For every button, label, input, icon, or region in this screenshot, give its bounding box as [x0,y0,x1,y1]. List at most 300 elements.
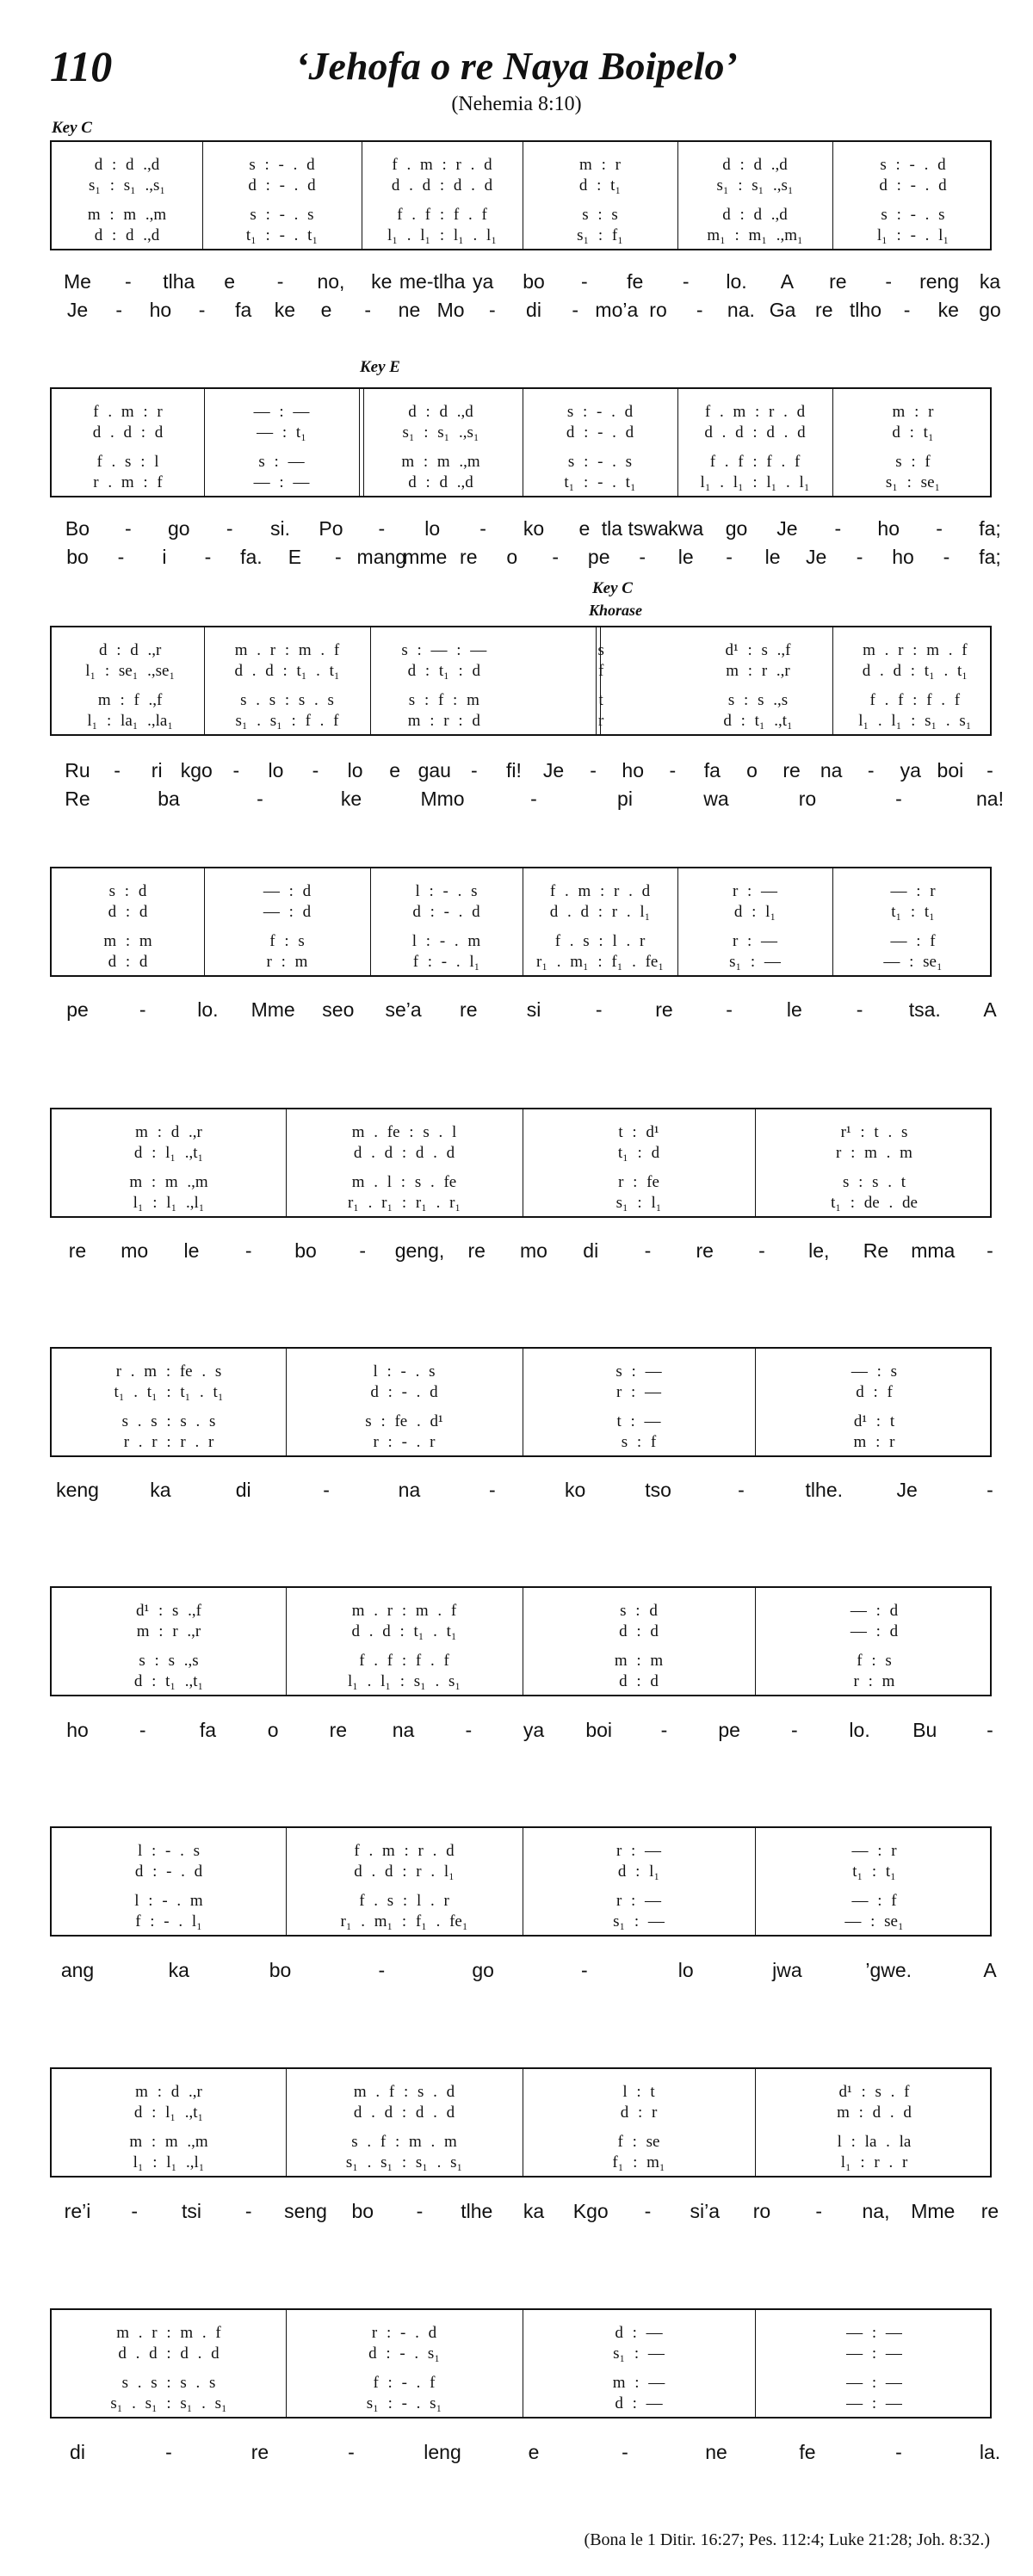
lyric-syllable: tlho [849,299,881,321]
solfa-note: — : — [253,403,310,421]
lyric-syllable: - [530,788,537,810]
lyric-syllable: na [398,1479,421,1501]
solfa-note: — : se₁ [844,1912,904,1930]
key-label-c: Key C [592,579,633,597]
solfa-note: r : - . r [373,1433,436,1451]
solfa-note: d : d .,d [722,156,788,174]
lyric-syllable: bo [523,270,545,293]
solfa-note: s : - . s [567,453,633,471]
solfa-note: — : — [846,2344,902,2363]
solfa-note: r : m . m [836,1144,912,1162]
solfa-note: s₁ : s₁ .,s₁ [716,176,794,195]
solfa-note: f : se [617,2133,660,2151]
lyric-syllable: mma [911,1239,956,1262]
lyric-syllable: - [669,759,677,781]
lyric-syllable: lo [268,759,284,781]
lyric-line [0,2437,1033,2467]
solfa-note: r . m : fe . s [115,1362,222,1381]
lyric-syllable: - [856,546,863,568]
lyric-syllable: ro [798,788,817,810]
solfa-note: m : m [614,1652,664,1670]
lyric-syllable: - [987,759,993,781]
lyric-syllable: re [460,998,478,1021]
lyric-syllable: ro [752,2200,771,2222]
solfa-note: r₁ . m₁ : f₁ . fe₁ [340,1912,468,1930]
bar-line [755,2069,756,2176]
lyric-syllable: - [644,2200,652,2222]
solfa-note: d . d : t₁ . t₁ [351,1622,457,1640]
lyric-syllable: bo [351,2200,374,2222]
chorus-label: Khorase [589,602,643,619]
lyric-syllable: pe [66,998,89,1021]
lyric-syllable: ho [149,299,172,321]
solfa-note: d : d [619,1672,659,1690]
solfa-note: f . m : r . d [392,156,492,174]
solfa-note: s : fe . d¹ [365,1412,443,1430]
lyric-syllable: fa; [979,517,1001,540]
lyric-syllable: se’a [385,998,422,1021]
solfa-note: s₁ : f₁ [577,226,623,244]
solfa-note: d¹ : s .,f [136,1602,201,1620]
lyric-syllable: e [578,517,591,540]
lyric-syllable: re [68,1239,87,1262]
lyric-syllable: Mme [911,2200,956,2222]
solfa-note: t₁ : t₁ [891,903,935,921]
lyric-syllable: la. [979,2441,1001,2463]
solfa-note: d : t₁ [578,176,622,195]
lyric-line [0,1475,1033,1504]
solfa-note: — : s [851,1362,898,1381]
solfa-note: l₁ : la₁ .,la₁ [87,712,173,730]
lyric-line [0,1236,1033,1265]
solfa-note: l₁ . l₁ : l₁ . l₁ [700,473,810,491]
lyric-syllable: - [139,998,146,1021]
lyric-syllable: tlha [163,270,195,293]
bar-line [286,2069,287,2176]
solfa-note: r : fe [618,1173,659,1191]
lyric-syllable: re’i [64,2200,91,2222]
lyric-syllable: - [987,1719,993,1741]
lyric-syllable: - [114,759,121,781]
lyric-syllable: tsa. [908,998,941,1021]
lyric-syllable: - [738,1479,745,1501]
solfa-note: s : f [621,1433,657,1451]
solfa-note: r : m [266,953,308,971]
solfa-note: d : d [108,953,148,971]
lyric-syllable: pe [587,546,610,568]
lyric-syllable: tso [645,1479,671,1501]
lyric-syllable: na [820,759,843,781]
solfa-note: l₁ : l₁ .,l₁ [133,2153,205,2171]
solfa-note: m : r [853,1433,895,1451]
solfa-note: d : l₁ .,t₁ [133,2103,204,2122]
solfa-note: r : — [732,932,778,950]
solfa-note: s₁ : s₁ .,s₁ [88,176,166,195]
lyric-syllable: ho [892,546,914,568]
lyric-syllable: - [639,546,646,568]
solfa-note: d¹ : t [853,1412,895,1430]
solfa-note: d . d : d . d [391,176,493,195]
lyric-syllable: i [162,546,167,568]
lyric-syllable: ho [66,1719,89,1741]
solfa-note: d : - . d [134,1863,203,1881]
solfa-note: — : — [846,2324,902,2342]
solfa-note: — : — [846,2394,902,2412]
lyric-syllable: re [251,2441,269,2463]
lyric-syllable: lo [347,759,363,781]
lyric-syllable: di [235,1479,251,1501]
lyric-syllable: pi [617,788,633,810]
lyric-syllable: jwa [772,1959,802,1981]
solfa-note: l : - . s [373,1362,436,1381]
notation-system [50,1108,992,1218]
bar-line [204,389,205,496]
lyric-syllable: tsi [182,2200,201,2222]
solfa-note: l : la . la [837,2133,912,2151]
solfa-note: d . d : r . l₁ [354,1863,455,1881]
lyric-syllable: Je [805,546,827,568]
lyric-line [0,295,1033,324]
scripture-reference: (Nehemia 8:10) [451,93,582,115]
solfa-note: m : d .,r [135,1123,202,1141]
bar-line [832,868,833,975]
lyric-syllable: - [117,546,125,568]
lyric-syllable: seo [322,998,355,1021]
lyric-syllable: keng [56,1479,99,1501]
solfa-note: f₁ : m₁ [612,2153,665,2171]
lyric-syllable: ba [158,788,180,810]
lyric-syllable: - [335,546,342,568]
bar-line [755,1828,756,1935]
solfa-note: d : t₁ .,t₁ [723,712,793,730]
lyric-syllable: - [139,1719,146,1741]
solfa-note: d : l₁ [733,903,776,921]
lyric-syllable: - [867,759,875,781]
solfa-note: l₁ . l₁ : s₁ . s₁ [858,712,972,730]
solfa-note: m : m .,m [129,1173,208,1191]
lyric-syllable: - [323,1479,330,1501]
lyric-syllable: lo [424,517,441,540]
solfa-note: d : t₁ [892,423,934,442]
lyric-syllable: le [677,546,694,568]
solfa-note: m : r : d [407,712,480,730]
lyric-syllable: Je [776,517,798,540]
solfa-note: m : m .,m [87,206,167,224]
solfa-note: s : — [258,453,305,471]
solfa-note: s : — [615,1362,662,1381]
solfa-note: d . d : t₁ . t₁ [234,662,340,680]
solfa-note: s . s : s . s [240,691,334,709]
lyric-syllable: ya [900,759,921,781]
solfa-note: l : - . s [415,882,478,900]
lyric-syllable: mo’a [595,299,639,321]
lyric-syllable: si’a [690,2200,721,2222]
solfa-note: r : — [732,882,778,900]
solfa-note: — : d [850,1622,899,1640]
solfa-note: s : d [108,882,147,900]
lyric-syllable: re [467,1239,486,1262]
lyric-syllable: lo [677,1959,694,1981]
lyric-syllable: reng [919,270,960,293]
solfa-note: s₁ : se₁ [885,473,941,491]
lyric-syllable: le, [808,1239,830,1262]
lyric-syllable: fi! [506,759,522,781]
solfa-note: d : f [856,1383,893,1401]
lyric-syllable: fa [199,1719,217,1741]
lyric-syllable: bo [294,1239,317,1262]
lyric-syllable: ka [150,1479,171,1501]
lyric-syllable: di [526,299,541,321]
solfa-note: r : - . d [371,2324,437,2342]
lyric-syllable: - [125,517,132,540]
lyric-syllable: go [167,517,190,540]
lyric-syllable: - [943,546,950,568]
lyric-syllable: e [528,2441,540,2463]
lyric-syllable: mo [520,1239,547,1262]
solfa-note: r : m [853,1672,895,1690]
lyric-syllable: ang [60,1959,95,1981]
lyric-syllable: si. [270,517,291,540]
bar-line [286,1828,287,1935]
solfa-note: d . d : d . d [704,423,806,442]
solfa-note: f . f : f . f [869,691,961,709]
solfa-note: — : f [890,932,936,950]
lyric-syllable: wa [703,788,729,810]
lyric-syllable: Re [65,788,90,810]
bar-line [286,1588,287,1695]
lyric-syllable: Je [542,759,565,781]
solfa-note: d : d .,d [408,473,473,491]
solfa-note: f . s : l . r [554,932,646,950]
lyric-syllable: - [488,299,496,321]
lyric-syllable: mme [403,546,448,568]
solfa-note: m : m .,m [129,2133,208,2151]
key-label-start: Key C [52,119,92,137]
solfa-note: f . f : f . f [397,206,487,224]
lyric-syllable: go [725,517,748,540]
lyric-syllable: - [758,1239,765,1262]
lyric-line [0,1715,1033,1745]
solfa-note: — : — [846,2374,902,2392]
solfa-note: s : s [582,206,618,224]
lyric-syllable: - [471,759,478,781]
lyric-syllable: fa. [240,546,263,568]
lyric-line [0,995,1033,1024]
notation-system [50,1347,992,1457]
solfa-note: m . fe : s . l [351,1123,457,1141]
lyric-syllable: - [257,788,263,810]
solfa-note: d¹ : s .,f [725,641,791,659]
lyric-syllable: boi [937,759,964,781]
solfa-note: s : s .,s [727,691,789,709]
solfa-note: s : — : — [401,641,487,659]
solfa-note: t₁ : - . t₁ [564,473,636,491]
lyric-syllable: o [506,546,518,568]
bar-line [755,1588,756,1695]
solfa-note: d : l₁ .,t₁ [133,1144,204,1162]
lyric-syllable: - [232,759,240,781]
lyric-syllable: Je [896,1479,918,1501]
lyric-syllable: - [590,759,597,781]
solfa-note: f : - . l₁ [135,1912,202,1930]
solfa-note: l : - . m [134,1892,203,1910]
bar-line [370,868,371,975]
solfa-note: r₁ . m₁ : f₁ . fe₁ [536,953,664,971]
lyric-syllable: di [583,1239,599,1262]
lyric-syllable: seng [284,2200,327,2222]
lyric-line [0,756,1033,785]
solfa-note: l₁ . l₁ : l₁ . l₁ [387,226,497,244]
solfa-note: s₁ : l₁ [615,1194,662,1212]
solfa-note: s₁ . s₁ : s₁ . s₁ [345,2153,463,2171]
lyric-syllable: fe [799,2441,816,2463]
solfa-note: s₁ : — [613,1912,665,1930]
lyric-syllable: Bo [65,517,90,540]
solfa-note: r¹ : t . s [840,1123,908,1141]
solfa-note: f . m : r . d [354,1842,455,1860]
lyric-syllable: ho [877,517,900,540]
solfa-note: m . r : m . f [351,1602,457,1620]
notation-system [50,626,992,736]
notation-system [50,2308,992,2418]
solfa-note: f [598,662,604,680]
bar-line [755,2310,756,2417]
lyric-syllable: tlhe [461,2200,493,2222]
lyric-syllable: - [125,270,132,293]
lyric-syllable: Ru [65,759,90,781]
solfa-note: m : f .,f [97,691,163,709]
solfa-note: s : d [620,1602,658,1620]
lyric-syllable: - [378,517,386,540]
lyric-syllable: ka [523,2200,545,2222]
lyric-syllable: le [786,998,802,1021]
lyric-syllable: - [479,517,486,540]
solfa-note: t₁ : - . t₁ [245,226,319,244]
lyric-syllable: - [276,270,284,293]
solfa-note: m : — [612,2374,665,2392]
lyric-syllable: Mo [436,299,465,321]
lyric-syllable: re [329,1719,348,1741]
lyric-syllable: - [465,1719,473,1741]
lyric-syllable: na [392,1719,415,1741]
lyric-syllable: fa [235,299,252,321]
lyric-syllable: pe [718,1719,740,1741]
solfa-note: r : — [615,1842,662,1860]
solfa-note: m : r .,r [136,1622,201,1640]
lyric-syllable: kwa [668,517,704,540]
bar-line [755,1109,756,1216]
solfa-note: f : s [269,932,305,950]
lyric-syllable: go [979,299,1001,321]
lyric-syllable: leng [424,2441,461,2463]
lyric-syllable: ho [622,759,644,781]
lyric-line [0,784,1033,813]
lyric-syllable: ya [523,1719,545,1741]
solfa-note: r : — [615,1892,662,1910]
lyric-syllable: na, [862,2200,890,2222]
lyric-syllable: A [983,998,997,1021]
solfa-note: t₁ : t₁ [852,1863,896,1881]
solfa-note: — : t₁ [257,423,306,442]
lyric-syllable: ke [371,270,393,293]
solfa-note: f . m : r [93,403,163,421]
hymn-number: 110 [50,42,113,90]
solfa-note: f . f : f . f [359,1652,449,1670]
bar-line [832,142,833,249]
lyric-syllable: - [644,1239,652,1262]
lyric-syllable: Mmo [420,788,465,810]
solfa-note: s [597,641,604,659]
solfa-note: — : d [263,903,312,921]
lyric-syllable: tla tswa [601,517,669,540]
solfa-note: t₁ . t₁ : t₁ . t₁ [114,1383,224,1401]
lyric-syllable: no, [317,270,345,293]
solfa-note: — : se₁ [883,953,943,971]
lyric-syllable: - [348,2441,355,2463]
solfa-note: s₁ : — [613,2344,665,2363]
lyric-syllable: - [834,517,842,540]
lyric-syllable: ne [398,299,421,321]
notation-system [50,2067,992,2178]
solfa-note: l : t [622,2083,655,2101]
solfa-note: s : - . d [880,156,946,174]
solfa-note: — : f [851,1892,897,1910]
notation-system [50,1586,992,1696]
solfa-note: t₁ : de . de [831,1194,918,1212]
solfa-note: m : r .,r [726,662,790,680]
solfa-note: d : d [619,1622,659,1640]
bar-line [832,627,833,734]
solfa-note: s : s .,s [139,1652,199,1670]
bar-line [286,1349,287,1455]
lyric-syllable: e [320,299,332,321]
bar-line [832,389,833,496]
lyric-syllable: ri [151,759,163,781]
lyric-syllable: - [572,299,579,321]
bar-line [677,389,678,496]
solfa-note: s : f : m [408,691,479,709]
lyric-syllable: ’gwe. [865,1959,912,1981]
solfa-note: f . s : l . r [359,1892,449,1910]
lyric-syllable: na! [976,788,1004,810]
lyric-syllable: - [622,2441,628,2463]
solfa-note: t : — [616,1412,661,1430]
lyric-syllable: - [726,546,733,568]
solfa-note: d . d : d . d [353,2103,455,2122]
solfa-note: l₁ : r . r [840,2153,908,2171]
solfa-note: m . l : s . fe [351,1173,457,1191]
lyric-syllable: ka [979,270,1001,293]
lyric-syllable: Bu [912,1719,937,1741]
lyric-syllable: - [903,299,911,321]
solfa-note: d . d : d . d [353,1144,455,1162]
solfa-note: d : d .,d [94,156,160,174]
notation-system [50,1826,992,1937]
solfa-note: d . d : r . l₁ [549,903,651,921]
bar-line [286,2310,287,2417]
lyric-syllable: - [115,299,123,321]
solfa-note: d : d .,d [408,403,473,421]
solfa-note: d : - . d [566,423,634,442]
lyric-syllable: me-tlha [399,270,466,293]
lyric-syllable: ne [705,2441,727,2463]
solfa-note: s₁ : — [729,953,781,971]
lyric-syllable: di [70,2441,85,2463]
bar-line [204,868,205,975]
solfa-note: d : t₁ : d [407,662,481,680]
solfa-note: t [598,691,603,709]
lyric-syllable: boi [585,1719,613,1741]
